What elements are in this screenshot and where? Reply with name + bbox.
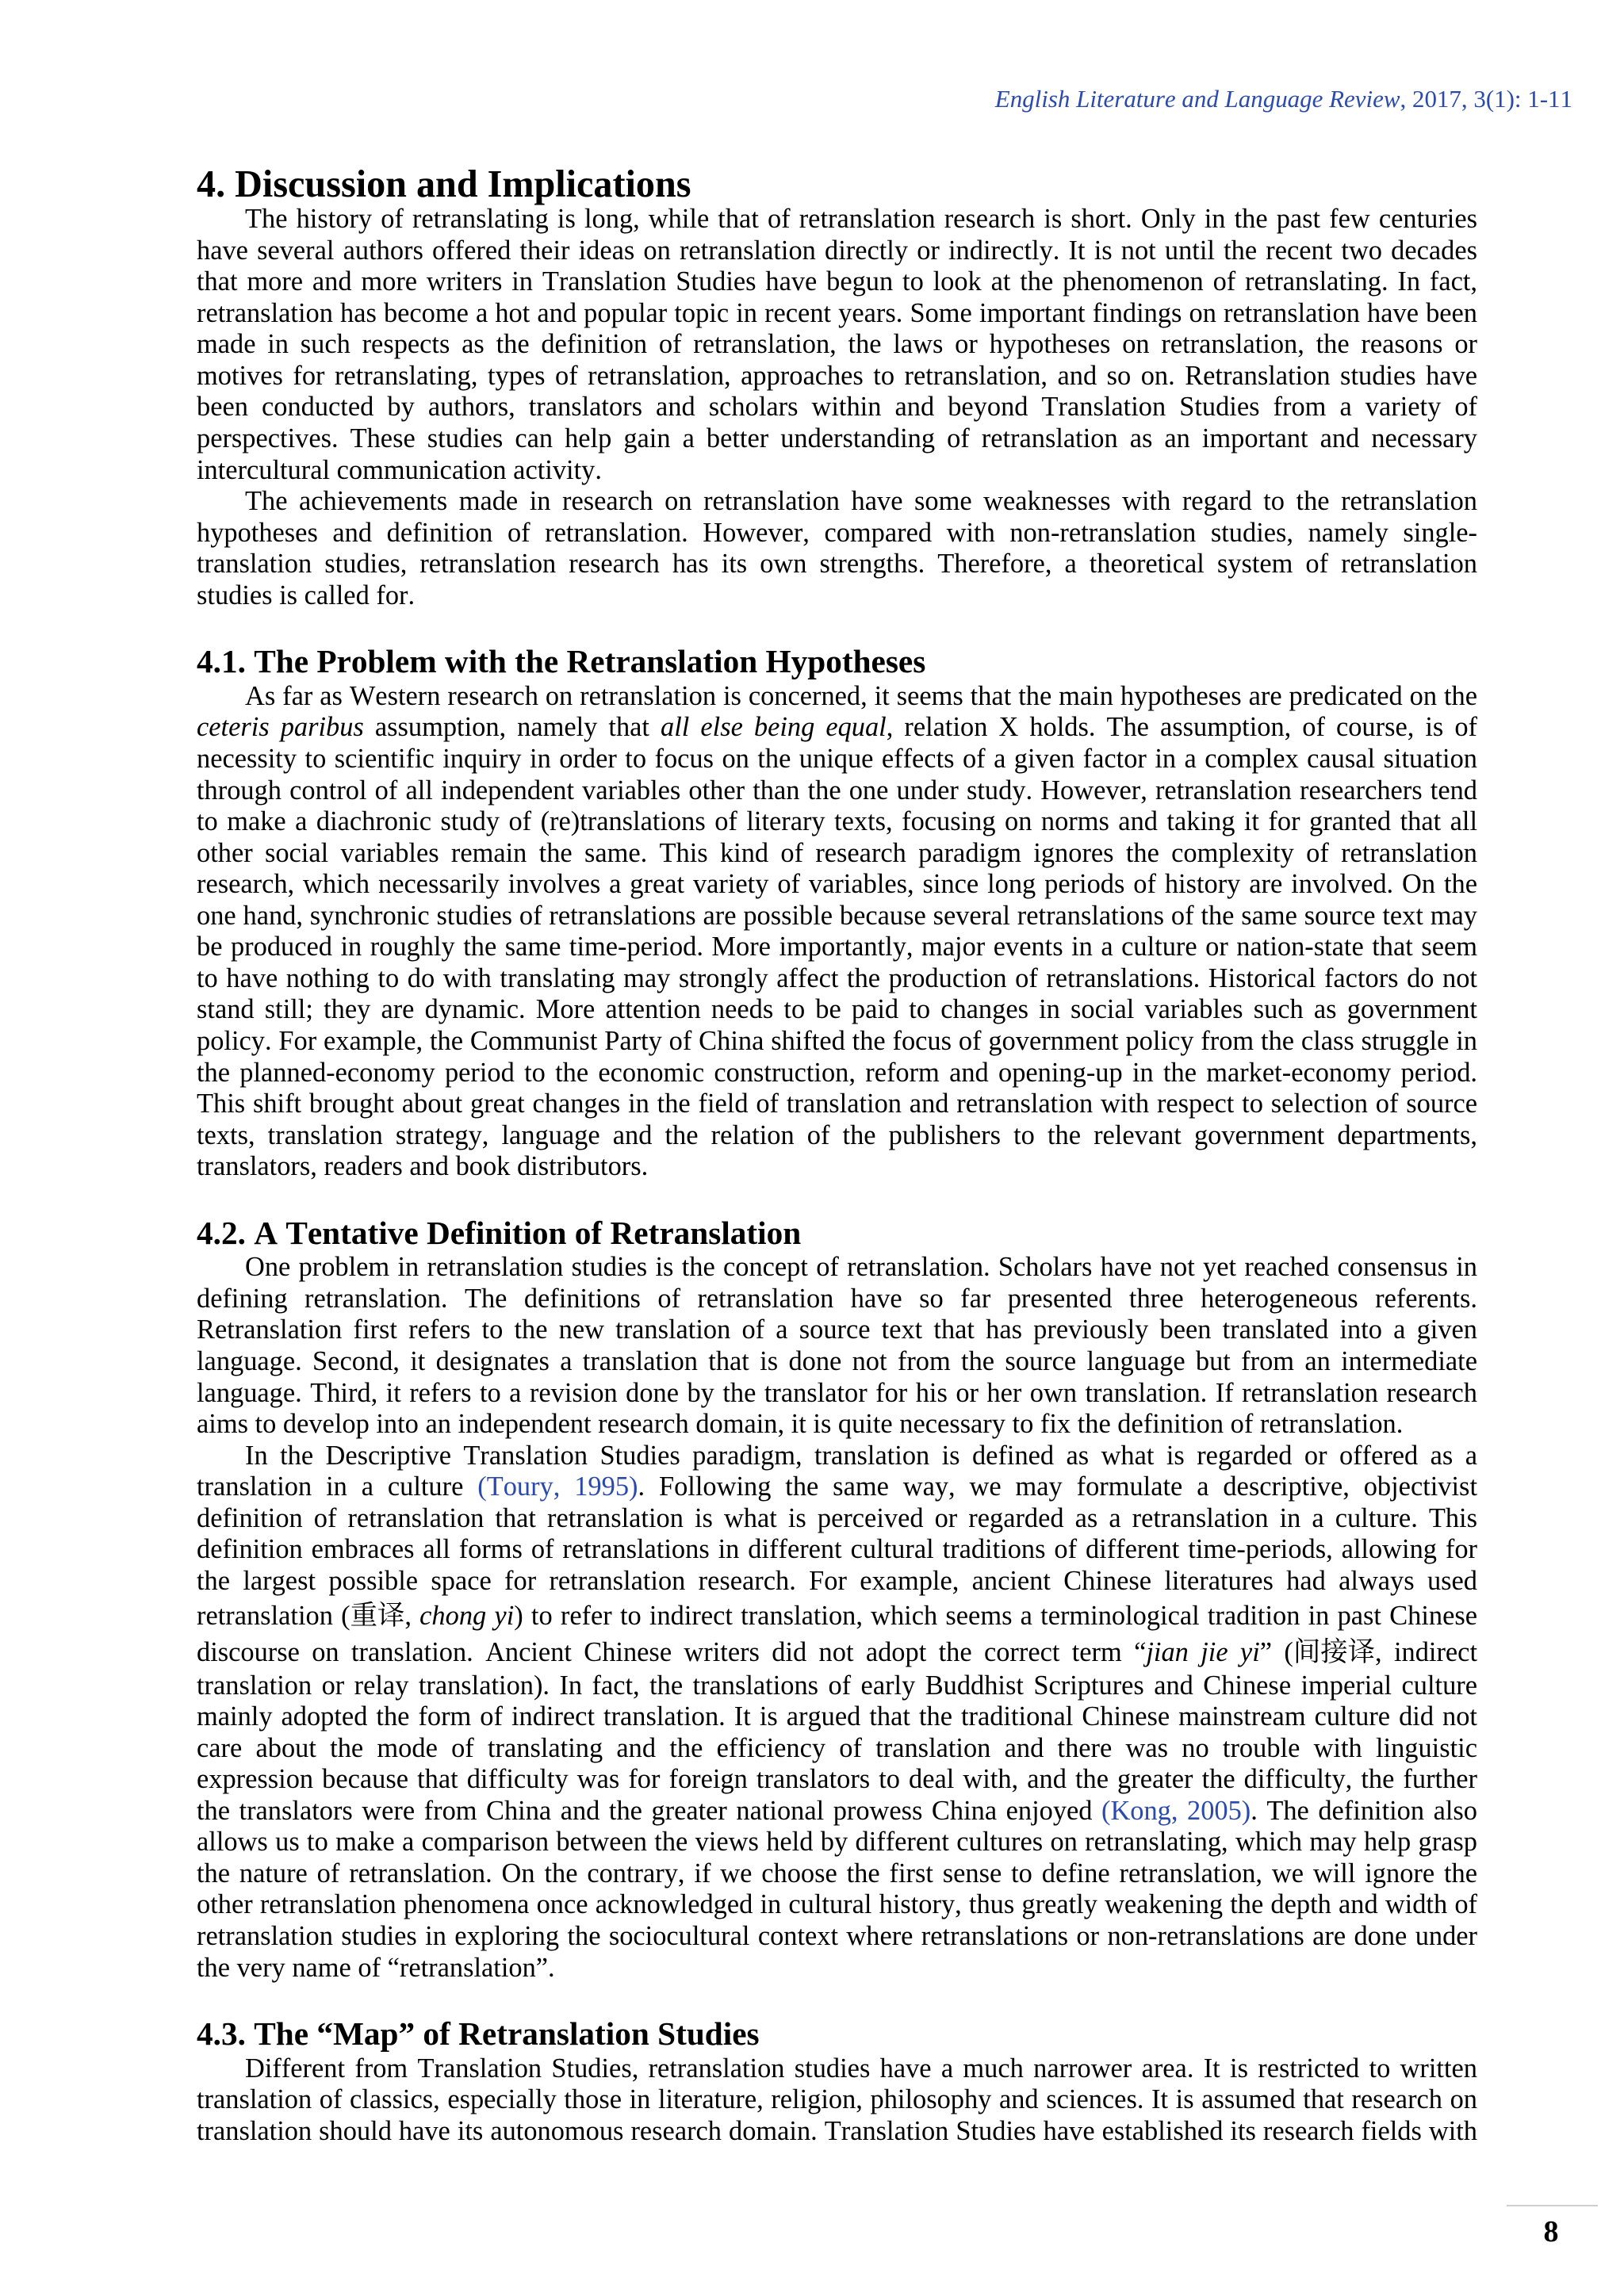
running-header <box>995 85 1572 113</box>
italic-term: jian jie yi <box>1146 1636 1260 1667</box>
text-run: , <box>404 1600 420 1631</box>
chinese-term: 重译 <box>350 1600 405 1631</box>
text-run: assumption, namely that <box>363 712 661 743</box>
section-heading: 4. Discussion and Implications <box>197 163 691 205</box>
page-number: 8 <box>1543 2215 1559 2248</box>
text-run: In the Descriptive Translation Studies paradigm, translation is defined as what is regarded or offered as a translation in a culture <box>197 1440 1477 1502</box>
text-run: One problem in retranslation studies is the concept of retranslation. Scholars have not yet reached consensus in defining retranslation. The definitions of retranslation have so far presented three heterogeneous referents. Retranslation first refers to the new translation of a source text that has previously been translated into a given language. Second, it designates a translation that is done not from the source language but from an intermediate language. Third, it refers to a revision done by the translator for his or her own translation. If retranslation research aims to develop into an independent research domain, it is quite necessary to fix the definition of retranslation. <box>197 1252 1477 1440</box>
text-run: As far as Western research on retranslation is concerned, it seems that the main hypotheses are predicated on the <box>245 680 1477 711</box>
text-run: . Following the same way, we may formulate a descriptive, objectivist definition of retranslation that retranslation is what is perceived or regarded as a retranslation in a culture. This definition embraces all forms of retranslations in different cultural traditions of different time-periods, allowing for the largest possible space for retranslation research. For example, ancient Chinese literatures had always used retranslation ( <box>197 1471 1478 1631</box>
paragraph <box>197 2053 1477 2148</box>
footer-rule <box>1507 2205 1598 2206</box>
text-run: , relation X holds. The assumption, of course, is of necessity to scientific inquiry in order to focus on the unique effects of a given factor in a complex causal situation through control of all independent variables other than the one under study. However, retranslation researchers tend to make a diachronic study of (re)translations of literary texts, focusing on norms and taking it for granted that all other social variables remain the same. This kind of research paradigm ignores the complexity of retranslation research, which necessarily involves a great variety of variables, since long periods of history are involved. On the one hand, synchronic studies of retranslations are possible because several retranslations of the same source text may be produced in roughly the same time-period. More importantly, major events in a culture or nation-state that seem to have nothing to do with translating may strongly affect the production of retranslations. Historical factors do not stand still; they are dynamic. More attention needs to be paid to changes in social variables such as government policy. For example, the Communist Party of China shifted the focus of government policy from the class struggle in the planned-economy period to the economic construction, reform and opening-up in the market-economy period. This shift brought about great changes in the field of translation and retranslation with respect to selection of source texts, translation strategy, language and the relation of the publishers to the relevant government departments, translators, readers and book distributors. <box>197 712 1477 1182</box>
citation-link[interactable]: (Toury, 1995) <box>477 1471 638 1502</box>
paragraph <box>197 1252 1477 1440</box>
paragraph <box>197 486 1477 611</box>
text-run: . The definition also allows us to make a comparison between the views held by different cultures on retranslating, which may help grasp the nature of retranslation. On the contrary, if we choose the first sense to define retranslation, we will ignore the other retranslation phenomena once acknowledged in cultural history, thus greatly weakening the depth and width of retranslation studies in exploring the sociocultural context where retranslations or non-retranslations are done under the very name of “retranslation”. <box>197 1795 1477 1983</box>
text-run: The achievements made in research on retranslation have some weaknesses with regard to the retranslation hypotheses and definition of retranslation. However, compared with non-retranslation studies, namely single-translation studies, retranslation research has its own strengths. Therefore, a theoretical system of retranslation studies is called for. <box>197 486 1477 610</box>
citation-link[interactable]: (Kong, 2005) <box>1101 1795 1251 1826</box>
italic-term: ceteris paribus <box>197 712 364 743</box>
italic-term: all else being equal <box>661 712 887 743</box>
subsection-heading: 4.3. The “Map” of Retranslation Studies <box>197 2015 760 2053</box>
article-body <box>197 165 1477 2147</box>
text-run: The history of retranslating is long, while that of retranslation research is short. Only in the past few centuries have several authors offered their ideas on retranslation directly or indirectly. It is not until the recent two decades that more and more writers in Translation Studies have begun to look at the phenomenon of retranslating. In fact, retranslation has become a hot and popular topic in recent years. Some important findings on retranslation have been made in such respects as the definition of retranslation, the laws or hypotheses on retranslation, the reasons or motives for retranslating, types of retranslation, approaches to retranslation, and so on. Retranslation studies have been conducted by authors, translators and scholars within and beyond Translation Studies from a variety of perspectives. These studies can help gain a better understanding of retranslation as an important and necessary intercultural communication activity. <box>197 204 1477 485</box>
subsection-heading: 4.1. The Problem with the Retranslation Hypotheses <box>197 643 926 680</box>
text-run: Different from Translation Studies, retranslation studies have a much narrower area. It is restricted to written translation of classics, especially those in literature, religion, philosophy and sciences. It is assumed that research on translation should have its autonomous research domain. Translation Studies have established its research fields with <box>197 2053 1477 2146</box>
chinese-term: 间接译 <box>1293 1636 1376 1667</box>
issue-citation: , 2017, 3(1): 1-11 <box>1400 85 1572 113</box>
italic-term: chong yi <box>419 1600 515 1631</box>
journal-title[interactable]: English Literature and Language Review <box>994 85 1400 113</box>
text-run: ) to refer to indirect translation, which seems a terminological tradition in past Chinese discourse on translation. Ancient Chinese writers did not adopt the correct term “ <box>197 1600 1477 1667</box>
paragraph <box>197 1441 1477 1984</box>
text-run: ” ( <box>1259 1636 1293 1667</box>
subsection-heading: 4.2. A Tentative Definition of Retranslation <box>197 1214 802 1251</box>
text-run: , indirect translation or relay translation). In fact, the translations of early Buddhist Scriptures and Chinese imperial culture mainly adopted the form of indirect translation. It is argued that the traditional Chinese mainstream culture did not care about the mode of translating and the efficiency of translation and there was no trouble with linguistic expression because that difficulty was for foreign translators to deal with, and the greater the difficulty, the further the translators were from China and the greater national prowess China enjoyed <box>197 1636 1477 1826</box>
paragraph <box>197 204 1477 486</box>
paragraph <box>197 681 1477 1183</box>
